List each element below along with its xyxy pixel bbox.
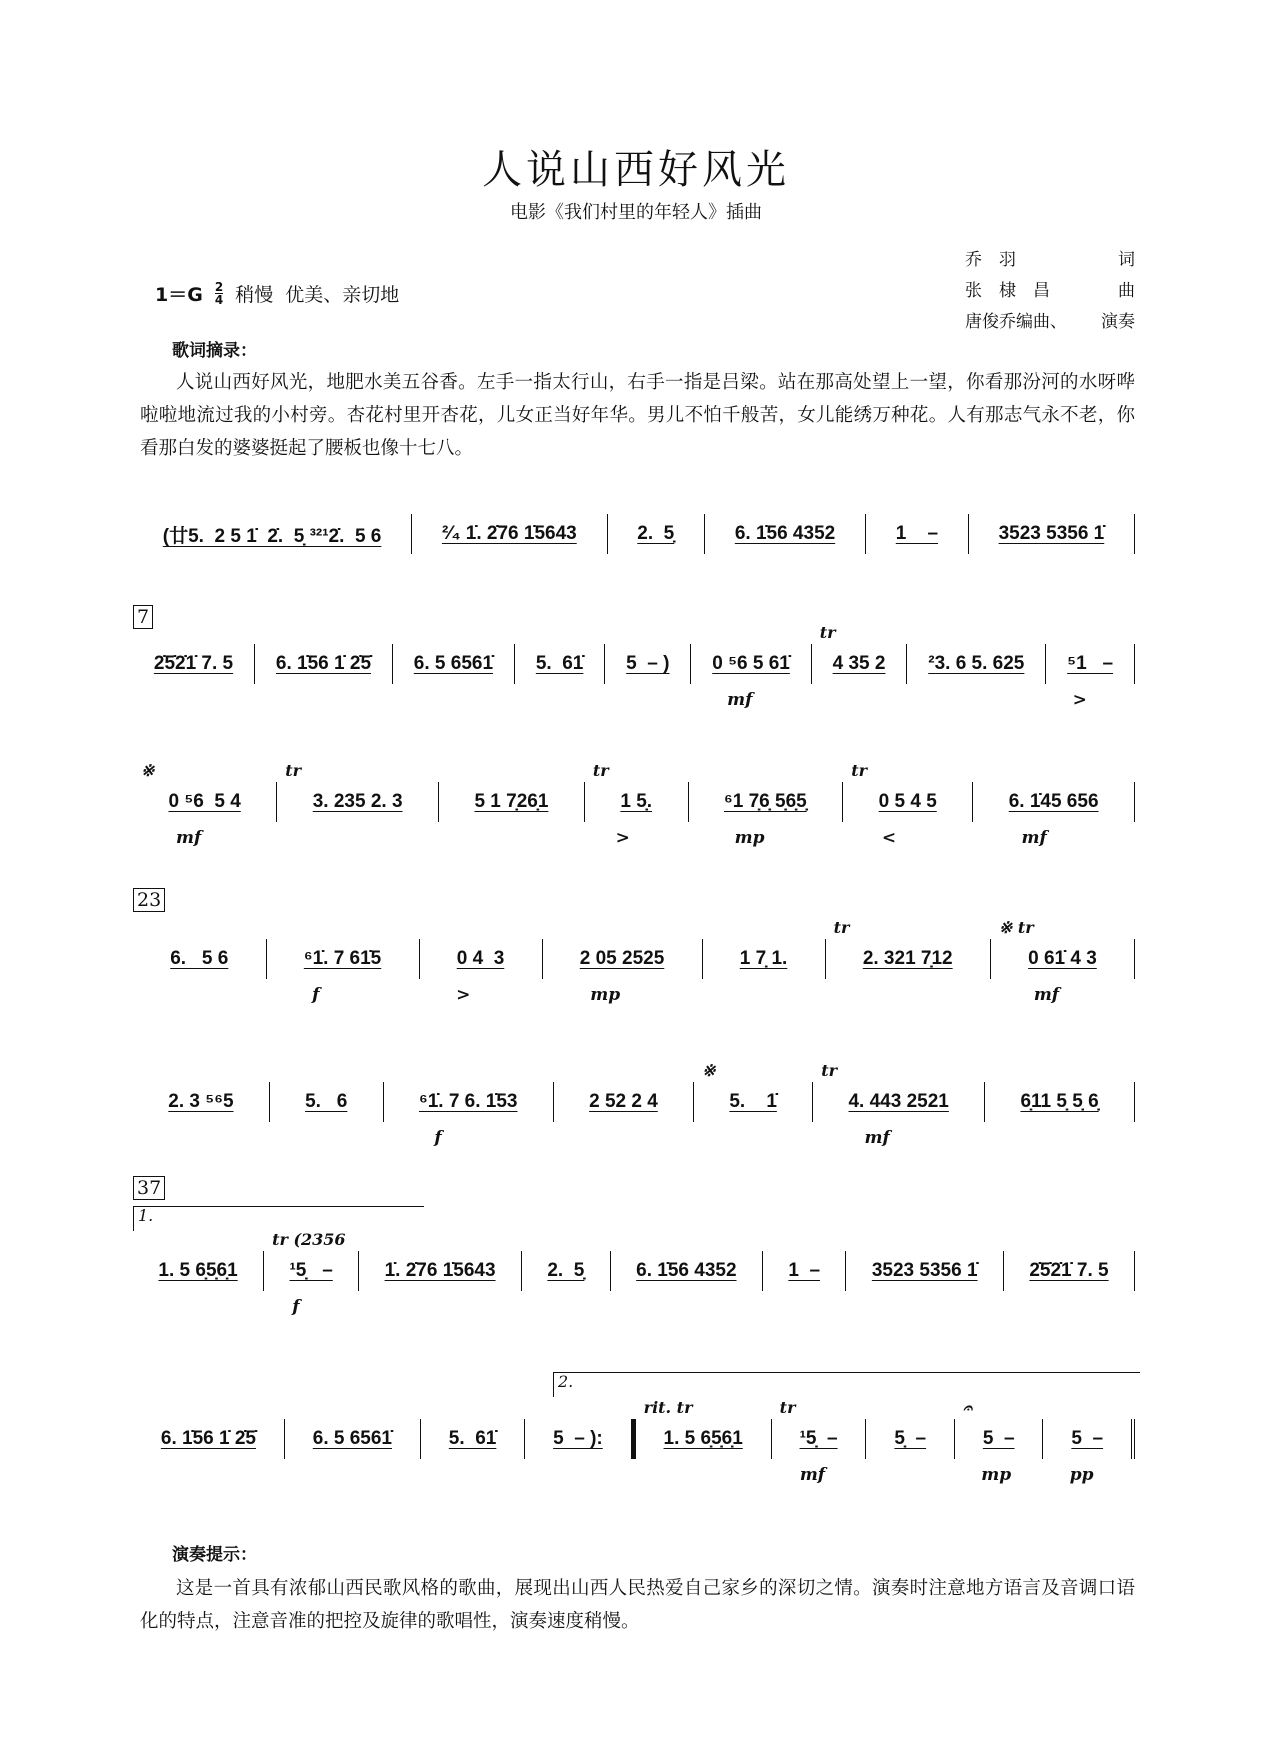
dynamic-mark: > bbox=[1072, 690, 1087, 710]
dynamic-mark: > bbox=[456, 985, 471, 1005]
measure bbox=[133, 1082, 270, 1122]
measure-notes: 4. 443 2521 bbox=[848, 1091, 949, 1112]
measure-notes: ⁶1̇. 7 6. 1̇53 bbox=[418, 1091, 518, 1112]
measure-notes: ⁶1̇. 7 61̇5 bbox=[303, 948, 382, 969]
dynamic-mark: pp bbox=[1069, 1465, 1094, 1485]
measure bbox=[985, 1082, 1135, 1122]
score-line bbox=[133, 1398, 1135, 1485]
credits bbox=[965, 245, 1135, 338]
ornament-mark: tr bbox=[821, 1061, 838, 1080]
ornament-mark: tr bbox=[819, 623, 836, 642]
measure bbox=[611, 1251, 763, 1291]
volta-bracket: 1. bbox=[133, 1206, 424, 1231]
dynamic-mark: mf bbox=[175, 828, 202, 848]
dynamic-mark: < bbox=[881, 828, 897, 848]
measure bbox=[955, 1398, 1043, 1485]
measure bbox=[866, 1419, 954, 1459]
ornament-mark: tr bbox=[851, 761, 868, 780]
measure-notes: 0 5 4 5 bbox=[878, 791, 937, 812]
measure bbox=[393, 644, 515, 684]
score-line bbox=[133, 623, 1135, 710]
dynamic-mark: mp bbox=[734, 828, 765, 848]
measure-notes: 1 7̣ 1. bbox=[739, 948, 788, 969]
dynamic-mark: f bbox=[292, 1297, 300, 1317]
measure-notes: 2̇5̇2̇1̇ 7. 5 bbox=[153, 653, 234, 674]
measure bbox=[772, 1398, 867, 1485]
measure bbox=[812, 623, 908, 684]
dynamic-mark: f bbox=[312, 985, 320, 1005]
tips-text: 这是一首具有浓郁山西民歌风格的歌曲，展现出山西人民热爱自己家乡的深切之情。演奏时注意地方语言及音调口语化的特点，注意音准的把控及旋律的歌唱性，演奏速度稍慢。 bbox=[140, 1578, 1135, 1632]
measure-notes: ⁶1 7̣6̣ 5̣6̣5̣ bbox=[724, 791, 807, 812]
credit-role: 演奏 bbox=[1101, 312, 1135, 332]
measure bbox=[133, 1251, 264, 1291]
measure-notes: ¹5̣ – bbox=[289, 1260, 333, 1281]
measure-notes: 2. 5̣ bbox=[547, 1260, 585, 1281]
measure-notes: 6. 5 6561̇ bbox=[312, 1428, 393, 1449]
credit-lyricist bbox=[965, 245, 1135, 276]
measure bbox=[515, 644, 605, 684]
tempo-marking: 稍慢 bbox=[235, 284, 274, 306]
dynamic-mark: > bbox=[615, 828, 630, 848]
measure bbox=[522, 1251, 611, 1291]
ornament-mark: tr bbox=[833, 918, 850, 937]
measure-notes: 5̣ – bbox=[894, 1428, 927, 1449]
measure bbox=[969, 514, 1135, 554]
measure bbox=[270, 1082, 384, 1122]
measure-notes: 2. 321 7̣12 bbox=[862, 948, 953, 969]
dynamic-mark: mp bbox=[590, 985, 621, 1005]
score-line bbox=[133, 1061, 1135, 1148]
dynamic-mark: mf bbox=[1033, 985, 1060, 1005]
ornament-mark: 𝄐 bbox=[962, 1398, 972, 1417]
measure bbox=[264, 1230, 359, 1317]
measure-notes: 2. 3 ⁵⁶5 bbox=[168, 1091, 234, 1112]
ornament-mark: ※ bbox=[702, 1061, 716, 1080]
measure-notes: ²⁄₄ 1̇. 2̇76 1̇5643 bbox=[441, 523, 577, 544]
lyrics-heading: 歌词摘录： bbox=[172, 341, 257, 361]
measure bbox=[420, 939, 543, 1005]
measure bbox=[543, 939, 703, 1005]
measure bbox=[133, 514, 412, 554]
measure bbox=[585, 761, 689, 848]
measure-notes: 5 – bbox=[982, 1428, 1015, 1449]
measure-notes: ¹5̣ – bbox=[799, 1428, 838, 1449]
measure-notes: 6. 1̇56 4352 bbox=[734, 523, 836, 544]
measure bbox=[133, 644, 255, 684]
dynamic-mark: mf bbox=[1021, 828, 1047, 848]
score-line bbox=[133, 918, 1135, 1005]
measure bbox=[991, 918, 1135, 1005]
measure bbox=[133, 939, 267, 979]
measure bbox=[285, 1419, 421, 1459]
measure-notes: 0 ⁵6 5 61̇ bbox=[712, 653, 790, 674]
measure-notes: 3. 235 2. 3 bbox=[312, 791, 403, 812]
measure-notes: 2̇5̇2̇1̇ 7. 5 bbox=[1029, 1260, 1109, 1281]
ornament-mark: tr (2356 bbox=[272, 1230, 346, 1249]
measure-notes: 0 61̇ 4 3 bbox=[1028, 948, 1097, 969]
measure bbox=[691, 644, 811, 710]
time-signature bbox=[215, 281, 223, 306]
dynamic-mark: mf bbox=[727, 690, 753, 710]
measure bbox=[826, 918, 991, 979]
measure bbox=[813, 1061, 985, 1148]
measure-notes: 1. 5 6̣5̣6̣1 bbox=[663, 1428, 743, 1449]
measure-notes: 5. 6 bbox=[305, 1091, 348, 1112]
key-tempo-line bbox=[155, 280, 399, 307]
measure-notes: 5. 1̇ bbox=[729, 1091, 777, 1112]
measure-notes: 2 52 2 4 bbox=[589, 1091, 658, 1112]
expression-marking: 优美、亲切地 bbox=[285, 284, 400, 306]
measure-notes: 6. 1̇56 4352 bbox=[636, 1260, 737, 1281]
measure bbox=[384, 1082, 554, 1148]
measure bbox=[636, 1398, 772, 1459]
tips-heading: 演奏提示： bbox=[172, 1545, 257, 1565]
measure-notes: 2. 5̣ bbox=[637, 523, 675, 544]
measure-notes: 6. 5 6561̇ bbox=[413, 653, 494, 674]
measure bbox=[694, 1061, 813, 1122]
measure bbox=[846, 1251, 1003, 1291]
measure bbox=[255, 644, 393, 684]
rehearsal-mark: 23 bbox=[133, 888, 165, 912]
measure-notes: (廿5. 2 5 1̇ 2̇. 5̣ ³²¹2̇. 5 6 bbox=[162, 525, 382, 547]
credit-role: 词 bbox=[1118, 250, 1135, 270]
credit-role: 曲 bbox=[1118, 281, 1135, 301]
measure-notes: 6. 5 6 bbox=[170, 948, 229, 969]
measure-notes: 1̇. 2̇76 1̇5643 bbox=[384, 1260, 496, 1281]
volta-bracket: 2. bbox=[553, 1372, 1140, 1397]
ornament-mark: ※ bbox=[141, 761, 155, 780]
measure-notes: 6. 1̇56 1̇ 2̇5̇ bbox=[160, 1428, 256, 1449]
measure bbox=[973, 782, 1135, 848]
measure-notes: 4 35 2 bbox=[832, 653, 886, 674]
credit-name: 乔 羽 bbox=[965, 250, 1016, 270]
measure-notes: 5 – ) bbox=[626, 653, 670, 674]
score-line bbox=[133, 761, 1135, 848]
dynamic-mark: mf bbox=[864, 1128, 890, 1148]
ornament-mark: ※ tr bbox=[998, 918, 1034, 937]
measure bbox=[277, 761, 439, 822]
dynamic-mark: f bbox=[434, 1128, 442, 1148]
song-subtitle: 电影《我们村里的年轻人》插曲 bbox=[510, 202, 762, 223]
measure bbox=[705, 514, 866, 554]
score-line bbox=[133, 1230, 1135, 1317]
measure-notes: 1 – bbox=[788, 1260, 821, 1281]
dynamic-mark: mp bbox=[981, 1465, 1012, 1485]
credit-name: 张 棣 昌 bbox=[965, 281, 1050, 301]
lyrics-text: 人说山西好风光，地肥水美五谷香。左手一指太行山，右手一指是吕梁。站在那高处望上一望，你看那汾河的水呀哗啦啦地流过我的小村旁。杏花村里开杏花，儿女正当好年华。男儿不怕千般苦，女儿能绣万种花。人有那志气永不老，你看那白发的婆婆挺起了腰板也像十七八。 bbox=[140, 372, 1135, 459]
measure-notes: 5 – bbox=[1071, 1428, 1104, 1449]
credit-composer bbox=[965, 276, 1135, 307]
dynamic-mark: mf bbox=[799, 1465, 826, 1485]
measure bbox=[359, 1251, 522, 1291]
measure bbox=[866, 514, 969, 554]
measure bbox=[133, 761, 277, 848]
credit-name: 唐俊乔编曲、 bbox=[965, 312, 1067, 332]
ornament-mark: tr bbox=[285, 761, 302, 780]
measure bbox=[703, 939, 826, 979]
measure bbox=[421, 1419, 525, 1459]
measure-notes: 0 ⁵6 5 4 bbox=[168, 791, 241, 812]
measure bbox=[1004, 1251, 1135, 1291]
ornament-mark: tr bbox=[779, 1398, 796, 1417]
measure-notes: 5. 61̇ bbox=[535, 653, 584, 674]
time-numerator: 2 bbox=[214, 280, 224, 294]
measure bbox=[439, 782, 585, 822]
measure-notes: 3523 5356 1̇ bbox=[998, 523, 1105, 544]
song-title: 人说山西好风光 bbox=[482, 147, 790, 193]
measure-notes: 6. 1̇56 1̇ 2̇5̇ bbox=[275, 653, 372, 674]
measure-notes: 5 1 7̣26̣1 bbox=[474, 791, 549, 812]
measure-notes: 3523 5356 1̇ bbox=[871, 1260, 978, 1281]
rehearsal-mark: 37 bbox=[133, 1176, 165, 1200]
measure bbox=[907, 644, 1046, 684]
measure-notes: 1. 5 6̣5̣6̣1 bbox=[158, 1260, 238, 1281]
score-line bbox=[133, 500, 1135, 578]
measure bbox=[412, 514, 607, 554]
measure-notes: 1 – bbox=[895, 523, 939, 544]
measure bbox=[605, 644, 691, 684]
measure bbox=[1043, 1419, 1134, 1485]
ornament-mark: tr bbox=[592, 761, 609, 780]
measure bbox=[608, 514, 706, 554]
measure bbox=[267, 939, 420, 1005]
measure bbox=[554, 1082, 694, 1122]
measure-notes: 6̣11 5̣ 5̣ 6̣ bbox=[1020, 1091, 1099, 1112]
measure bbox=[843, 761, 973, 848]
measure-notes: 1 5̣. bbox=[620, 791, 653, 812]
measure-notes: 2 05 2525 bbox=[579, 948, 665, 969]
measure bbox=[133, 1419, 285, 1459]
rehearsal-mark: 7 bbox=[133, 605, 153, 629]
measure bbox=[525, 1419, 635, 1459]
ornament-mark: rit. tr bbox=[643, 1398, 693, 1417]
measure-notes: ²3. 6 5. 625 bbox=[928, 653, 1025, 674]
credit-arranger bbox=[965, 307, 1135, 338]
measure bbox=[763, 1251, 847, 1291]
time-denominator: 4 bbox=[214, 293, 224, 307]
measure bbox=[1046, 644, 1135, 710]
measure-notes: 6. 1̇45 656 bbox=[1008, 791, 1099, 812]
measure-notes: 5 – ): bbox=[553, 1428, 603, 1449]
measure-notes: 0 4 3 bbox=[456, 948, 505, 969]
measure-notes: 5. 61̇ bbox=[448, 1428, 497, 1449]
key-signature: 1＝G bbox=[155, 284, 203, 306]
measure-notes: ⁵1 – bbox=[1067, 653, 1114, 674]
measure bbox=[689, 782, 844, 848]
